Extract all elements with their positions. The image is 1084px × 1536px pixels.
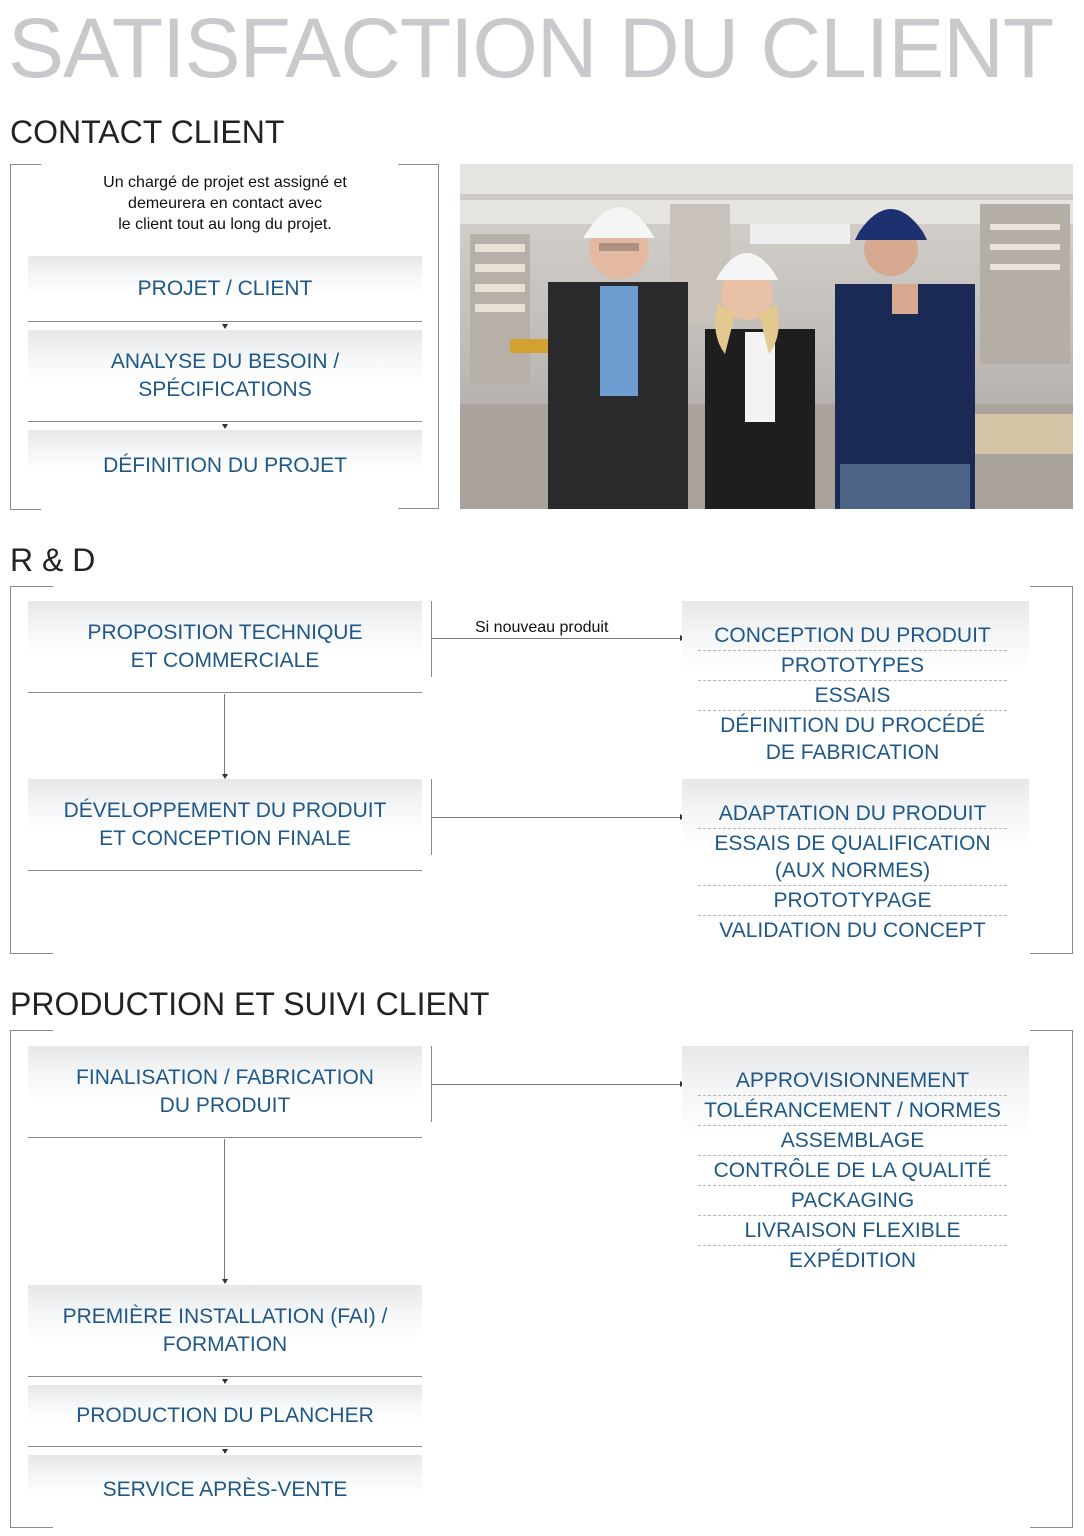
arrow-down-icon — [222, 1379, 228, 1384]
contact-bracket-top-right — [398, 164, 439, 165]
connector-vertical — [224, 1139, 225, 1279]
list-item: LIVRAISON FLEXIBLE — [698, 1216, 1007, 1246]
step-finalisation-fabrication: FINALISATION / FABRICATION DU PRODUIT — [28, 1046, 422, 1138]
list-item: PROTOTYPAGE — [698, 886, 1007, 916]
step-production-plancher: PRODUCTION DU PLANCHER — [28, 1385, 422, 1447]
step-definition-projet: DÉFINITION DU PROJET — [28, 430, 422, 502]
step-projet-client: PROJET / CLIENT — [28, 256, 422, 322]
rd-section-title: R & D — [10, 542, 96, 578]
step-proposition-technique: PROPOSITION TECHNIQUE ET COMMERCIALE — [28, 601, 422, 693]
arrow-down-icon — [222, 1449, 228, 1454]
contact-bracket-right-edge — [438, 164, 439, 509]
team-photo — [460, 164, 1073, 509]
connector-line — [431, 1084, 680, 1085]
list-item: ESSAIS — [698, 681, 1007, 711]
step-service-apres-vente: SERVICE APRÈS-VENTE — [28, 1455, 422, 1525]
list-item: VALIDATION DU CONCEPT — [719, 919, 986, 942]
list-item: ESSAIS DE QUALIFICATION (AUX NORMES) — [698, 829, 1007, 886]
list-item: ADAPTATION DU PRODUIT — [698, 799, 1007, 829]
arrow-note: Si nouveau produit — [475, 619, 609, 636]
list-item: ASSEMBLAGE — [698, 1126, 1007, 1156]
list-item: PACKAGING — [698, 1186, 1007, 1216]
list-item: CONCEPTION DU PRODUIT — [698, 621, 1007, 651]
contact-intro: Un chargé de projet est assigné et demeurera en contact avec le client tout au long du projet. — [103, 174, 347, 233]
rd-detail-list-2 — [698, 799, 1007, 945]
step-analyse-besoin: ANALYSE DU BESOIN / SPÉCIFICATIONS — [28, 330, 422, 422]
step-premiere-installation: PREMIÈRE INSTALLATION (FAI) / FORMATION — [28, 1285, 422, 1377]
rd-detail-list-1 — [698, 621, 1007, 767]
contact-section-title: CONTACT CLIENT — [10, 114, 285, 150]
connector-line — [431, 817, 680, 818]
list-item: PROTOTYPES — [698, 651, 1007, 681]
list-item: DÉFINITION DU PROCÉDÉ DE FABRICATION — [720, 714, 985, 764]
connector-edge — [431, 601, 432, 677]
arrow-down-icon — [222, 324, 228, 329]
list-item: EXPÉDITION — [788, 1249, 917, 1272]
arrow-down-icon — [222, 424, 228, 429]
list-item: CONTRÔLE DE LA QUALITÉ — [698, 1156, 1007, 1186]
connector-line — [431, 638, 680, 639]
list-item: TOLÉRANCEMENT / NORMES — [698, 1096, 1007, 1126]
rd-bracket-right — [1030, 586, 1073, 954]
arrow-down-icon — [222, 1279, 228, 1284]
contact-bracket-bottom-right — [398, 508, 439, 509]
production-detail-list — [698, 1066, 1007, 1275]
production-section-title: PRODUCTION ET SUIVI CLIENT — [10, 986, 490, 1022]
list-item: APPROVISIONNEMENT — [698, 1066, 1007, 1096]
production-bracket-right — [1030, 1030, 1073, 1528]
step-developpement-produit: DÉVELOPPEMENT DU PRODUIT ET CONCEPTION FINALE — [28, 779, 422, 871]
page-title: SATISFACTION DU CLIENT — [8, 1, 1054, 95]
connector-vertical — [224, 694, 225, 774]
